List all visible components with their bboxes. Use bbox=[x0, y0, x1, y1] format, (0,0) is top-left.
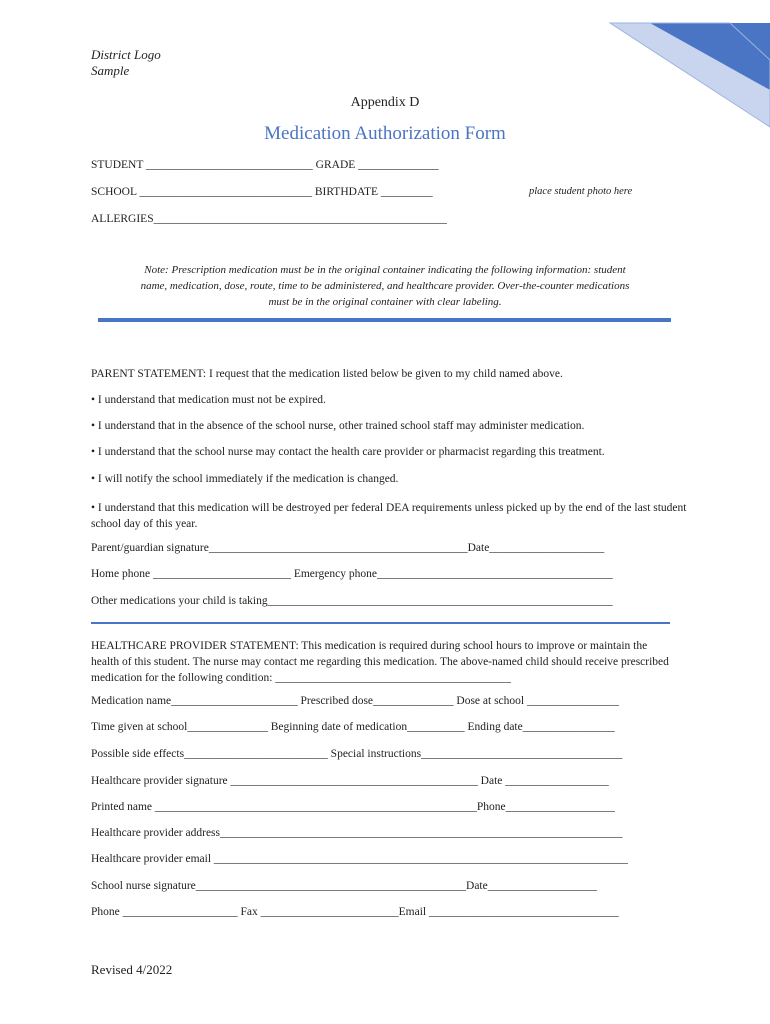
parent-signature-field[interactable]: Parent/guardian signature_____________________________________________Date____________________ bbox=[91, 542, 605, 554]
other-medications-field[interactable]: Other medications your child is taking____________________________________________________________ bbox=[91, 595, 613, 607]
parent-bullet-3: • I understand that the school nurse may contact the health care provider or pharmacist regarding this treatment. bbox=[91, 446, 605, 458]
section-divider bbox=[98, 318, 671, 322]
nurse-signature-field[interactable]: School nurse signature_______________________________________________Date___________________ bbox=[91, 880, 597, 892]
note-line-2: name, medication, dose, route, time to be administered, and healthcare provider. Over-the-counter medications bbox=[140, 280, 630, 292]
provider-statement: HEALTHCARE PROVIDER STATEMENT: This medication is required during school hours to improve or maintain the health of this student. The nurse may contact me regarding this medication. The above-named child should receive prescribed medication for the following condition: _________________________________________ bbox=[91, 640, 669, 684]
revision-date: Revised 4/2022 bbox=[91, 962, 173, 977]
contact-fields[interactable]: Phone ____________________ Fax ________________________Email _________________________________ bbox=[91, 906, 619, 918]
student-grade-field[interactable]: STUDENT _____________________________ GRADE ______________ bbox=[91, 159, 439, 171]
side-effects-field[interactable]: Possible side effects_________________________ Special instructions___________________________________ bbox=[91, 748, 623, 760]
parent-bullet-4: • I will notify the school immediately if the medication is changed. bbox=[91, 473, 399, 485]
appendix-label: Appendix D bbox=[350, 95, 420, 110]
parent-bullet-1: • I understand that medication must not be expired. bbox=[91, 394, 326, 406]
provider-signature-field[interactable]: Healthcare provider signature ___________________________________________ Date __________________ bbox=[91, 775, 609, 787]
logo-line-1: District Logo bbox=[91, 47, 161, 62]
student-photo-placeholder: place student photo here bbox=[529, 186, 633, 197]
printed-name-field[interactable]: Printed name ________________________________________________________Phone___________________ bbox=[91, 801, 615, 813]
parent-bullet-2: • I understand that in the absence of the school nurse, other trained school staff may administer medication. bbox=[91, 420, 585, 432]
note-line-1: Note: Prescription medication must be in the original container indicating the following information: student bbox=[144, 264, 626, 276]
school-birthdate-field[interactable]: SCHOOL ______________________________ BIRTHDATE _________ bbox=[91, 186, 433, 198]
district-logo-placeholder bbox=[91, 47, 161, 79]
parent-bullet-5: • I understand that this medication will be destroyed per federal DEA requirements unless picked up by the end of the last student school day of this year. bbox=[91, 502, 687, 530]
medication-field[interactable]: Medication name______________________ Prescribed dose______________ Dose at school ________________ bbox=[91, 695, 619, 707]
allergies-field[interactable]: ALLERGIES___________________________________________________ bbox=[91, 213, 447, 225]
provider-email-field[interactable]: Healthcare provider email ________________________________________________________________________ bbox=[91, 853, 628, 865]
time-dates-field[interactable]: Time given at school______________ Beginning date of medication__________ Ending date________________ bbox=[91, 721, 615, 733]
logo-line-2: Sample bbox=[91, 63, 130, 78]
parent-phone-fields[interactable]: Home phone ________________________ Emergency phone_________________________________________ bbox=[91, 568, 613, 580]
page-title: Medication Authorization Form bbox=[264, 123, 506, 144]
section-divider-2 bbox=[91, 622, 670, 624]
provider-address-field[interactable]: Healthcare provider address______________________________________________________________________ bbox=[91, 827, 623, 839]
note-line-3: must be in the original container with clear labeling. bbox=[268, 296, 502, 308]
parent-statement: PARENT STATEMENT: I request that the medication listed below be given to my child named above. bbox=[91, 368, 563, 380]
prescription-note bbox=[0, 262, 770, 310]
